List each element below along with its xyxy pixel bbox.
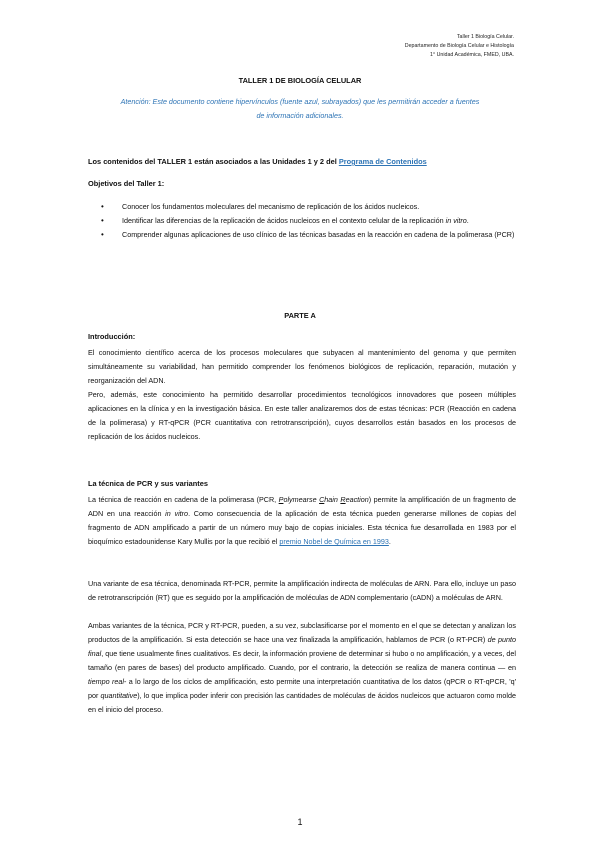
header-note bbox=[405, 33, 514, 60]
header-line-2: Departamento de Biología Celular e Histología bbox=[404, 43, 514, 49]
nobel-prize-link[interactable]: premio Nobel de Química en 1993 bbox=[279, 537, 389, 546]
pcr-p3-text: Ambas variantes de la técnica, PCR y RT-PCR, pueden, a su vez, subclasificarse por el momento en el que se detectan y analizan los productos de la amplificación. Si esta detección se hace una vez finalizada la amplificación, hablamos de PCR (o RT-PCR) bbox=[88, 621, 516, 644]
pcr-p3-italic: quantitative bbox=[100, 691, 138, 700]
bullet-icon: • bbox=[101, 230, 104, 239]
bullet-icon: • bbox=[101, 216, 104, 225]
pcr-heading: La técnica de PCR y sus variantes bbox=[88, 479, 208, 488]
objective-item bbox=[101, 228, 515, 242]
intro-heading: Introducción: bbox=[88, 332, 136, 341]
objectives-list bbox=[101, 200, 515, 242]
objective-text: Comprender algunas aplicaciones de uso clínico de las técnicas basadas en la reacción en cadena de la polimerasa (PCR) bbox=[122, 230, 515, 239]
pcr-paragraph-1 bbox=[88, 493, 516, 549]
attention-note: Atención: Este documento contiene hipervínculos (fuente azul, subrayados) que les permitirán acceder a fuentes de información adicionales. bbox=[120, 97, 480, 120]
page-number: 1 bbox=[297, 817, 303, 827]
pcr-p1-italic: in vitro bbox=[165, 509, 189, 518]
pcr-p3-italic: de punto final bbox=[88, 635, 517, 658]
objective-item bbox=[101, 200, 515, 214]
header-line-3: 1° Unidad Académica, FMED, UBA. bbox=[430, 52, 514, 58]
document-title: TALLER 1 DE BIOLOGÍA CELULAR bbox=[238, 76, 362, 85]
objective-text-end: . bbox=[466, 216, 469, 225]
objective-italic: in vitro bbox=[445, 216, 467, 225]
bullet-icon: • bbox=[101, 202, 104, 211]
section-parte-a: PARTE A bbox=[284, 311, 316, 320]
intro-paragraph-1: El conocimiento científico acerca de los procesos moleculares que subyacen al mantenimiento del genoma y que permiten simultáneamente su variabilidad, han permitido comprender los fenómenos biológicos de replicación, reparación, mutación y reorganización del ADN. bbox=[88, 348, 516, 385]
intro-paragraph-2: Pero, además, este conocimiento ha permitido desarrollar procedimientos tecnológicos innovadores que poseen múltiples aplicaciones en la clínica y en la investigación básica. En este taller analizaremos dos de estas técnicas: PCR (Reacción en cadena de la polimerasa) y RT-qPCR (PCR cuantitativa con retrotranscripción), cuyos desarrollos están basados en los procesos de replicación de los ácidos nucleicos. bbox=[88, 390, 516, 441]
objectives-heading: Objetivos del Taller 1: bbox=[88, 179, 165, 188]
program-contents-link[interactable]: Programa de Contenidos bbox=[338, 157, 427, 166]
pcr-paragraph-3 bbox=[88, 619, 516, 717]
contents-statement bbox=[88, 157, 528, 166]
pcr-p1-text: . Como consecuencia de la aplicación de esta técnica pueden generarse millones de copias del fragmento de ADN amplificado a partir de un número muy bajo de copias iniciales. Esta técnica fue desarrollada en 1983 por el bioquímico estadounidense Kary Mullis por la que recibió el bbox=[88, 509, 517, 546]
pcr-p3-text: - a lo largo de los ciclos de amplificación, esto permite una interpretación cuantitativa de los datos (qPCR o RT-qPCR, 'q' por bbox=[88, 677, 516, 700]
pcr-p3-italic: tiempo real bbox=[88, 677, 124, 686]
pcr-p1-text: . bbox=[388, 537, 391, 546]
objective-item bbox=[101, 214, 515, 228]
contents-text: Los contenidos del TALLER 1 están asociados a las Unidades 1 y 2 del bbox=[88, 157, 337, 166]
pcr-p1-text: La técnica de reacción en cadena de la polimerasa (PCR, bbox=[88, 495, 277, 504]
pcr-p1-text: ) permite la amplificación de un fragmento de ADN en una reacción bbox=[88, 495, 516, 518]
pcr-p3-text: ), lo que implica poder inferir con precisión las cantidades de moléculas de ácidos nucleicos que actuaron como molde en el inicio del proceso. bbox=[88, 691, 516, 714]
pcr-paragraph-2: Una variante de esa técnica, denominada RT-PCR, permite la amplificación indirecta de moléculas de ARN. Para ello, incluye un paso de retrotranscripción (RT) que es seguido por la amplificación de moléculas de ADN complementario (cADN) a moléculas de ARN. bbox=[88, 579, 516, 602]
pcr-p1-english-term: Polymearse Chain Reaction bbox=[278, 495, 369, 504]
objective-text: Identificar las diferencias de la replicación de ácidos nucleicos en el contexto celular de la replicación bbox=[122, 216, 444, 225]
header-line-1: Taller 1 Biología Celular. bbox=[456, 34, 514, 40]
pcr-p3-text: , que tiene usualmente fines cualitativos. Es decir, la información proviene de determinar si hubo o no amplificación, y a veces, del tamaño (en pares de bases) del producto amplificado. Cuando, por el contrario, la detección se realiza de manera continua — en bbox=[88, 649, 516, 672]
objective-text: Conocer los fundamentos moleculares del mecanismo de replicación de los ácidos nucleicos. bbox=[122, 202, 420, 211]
